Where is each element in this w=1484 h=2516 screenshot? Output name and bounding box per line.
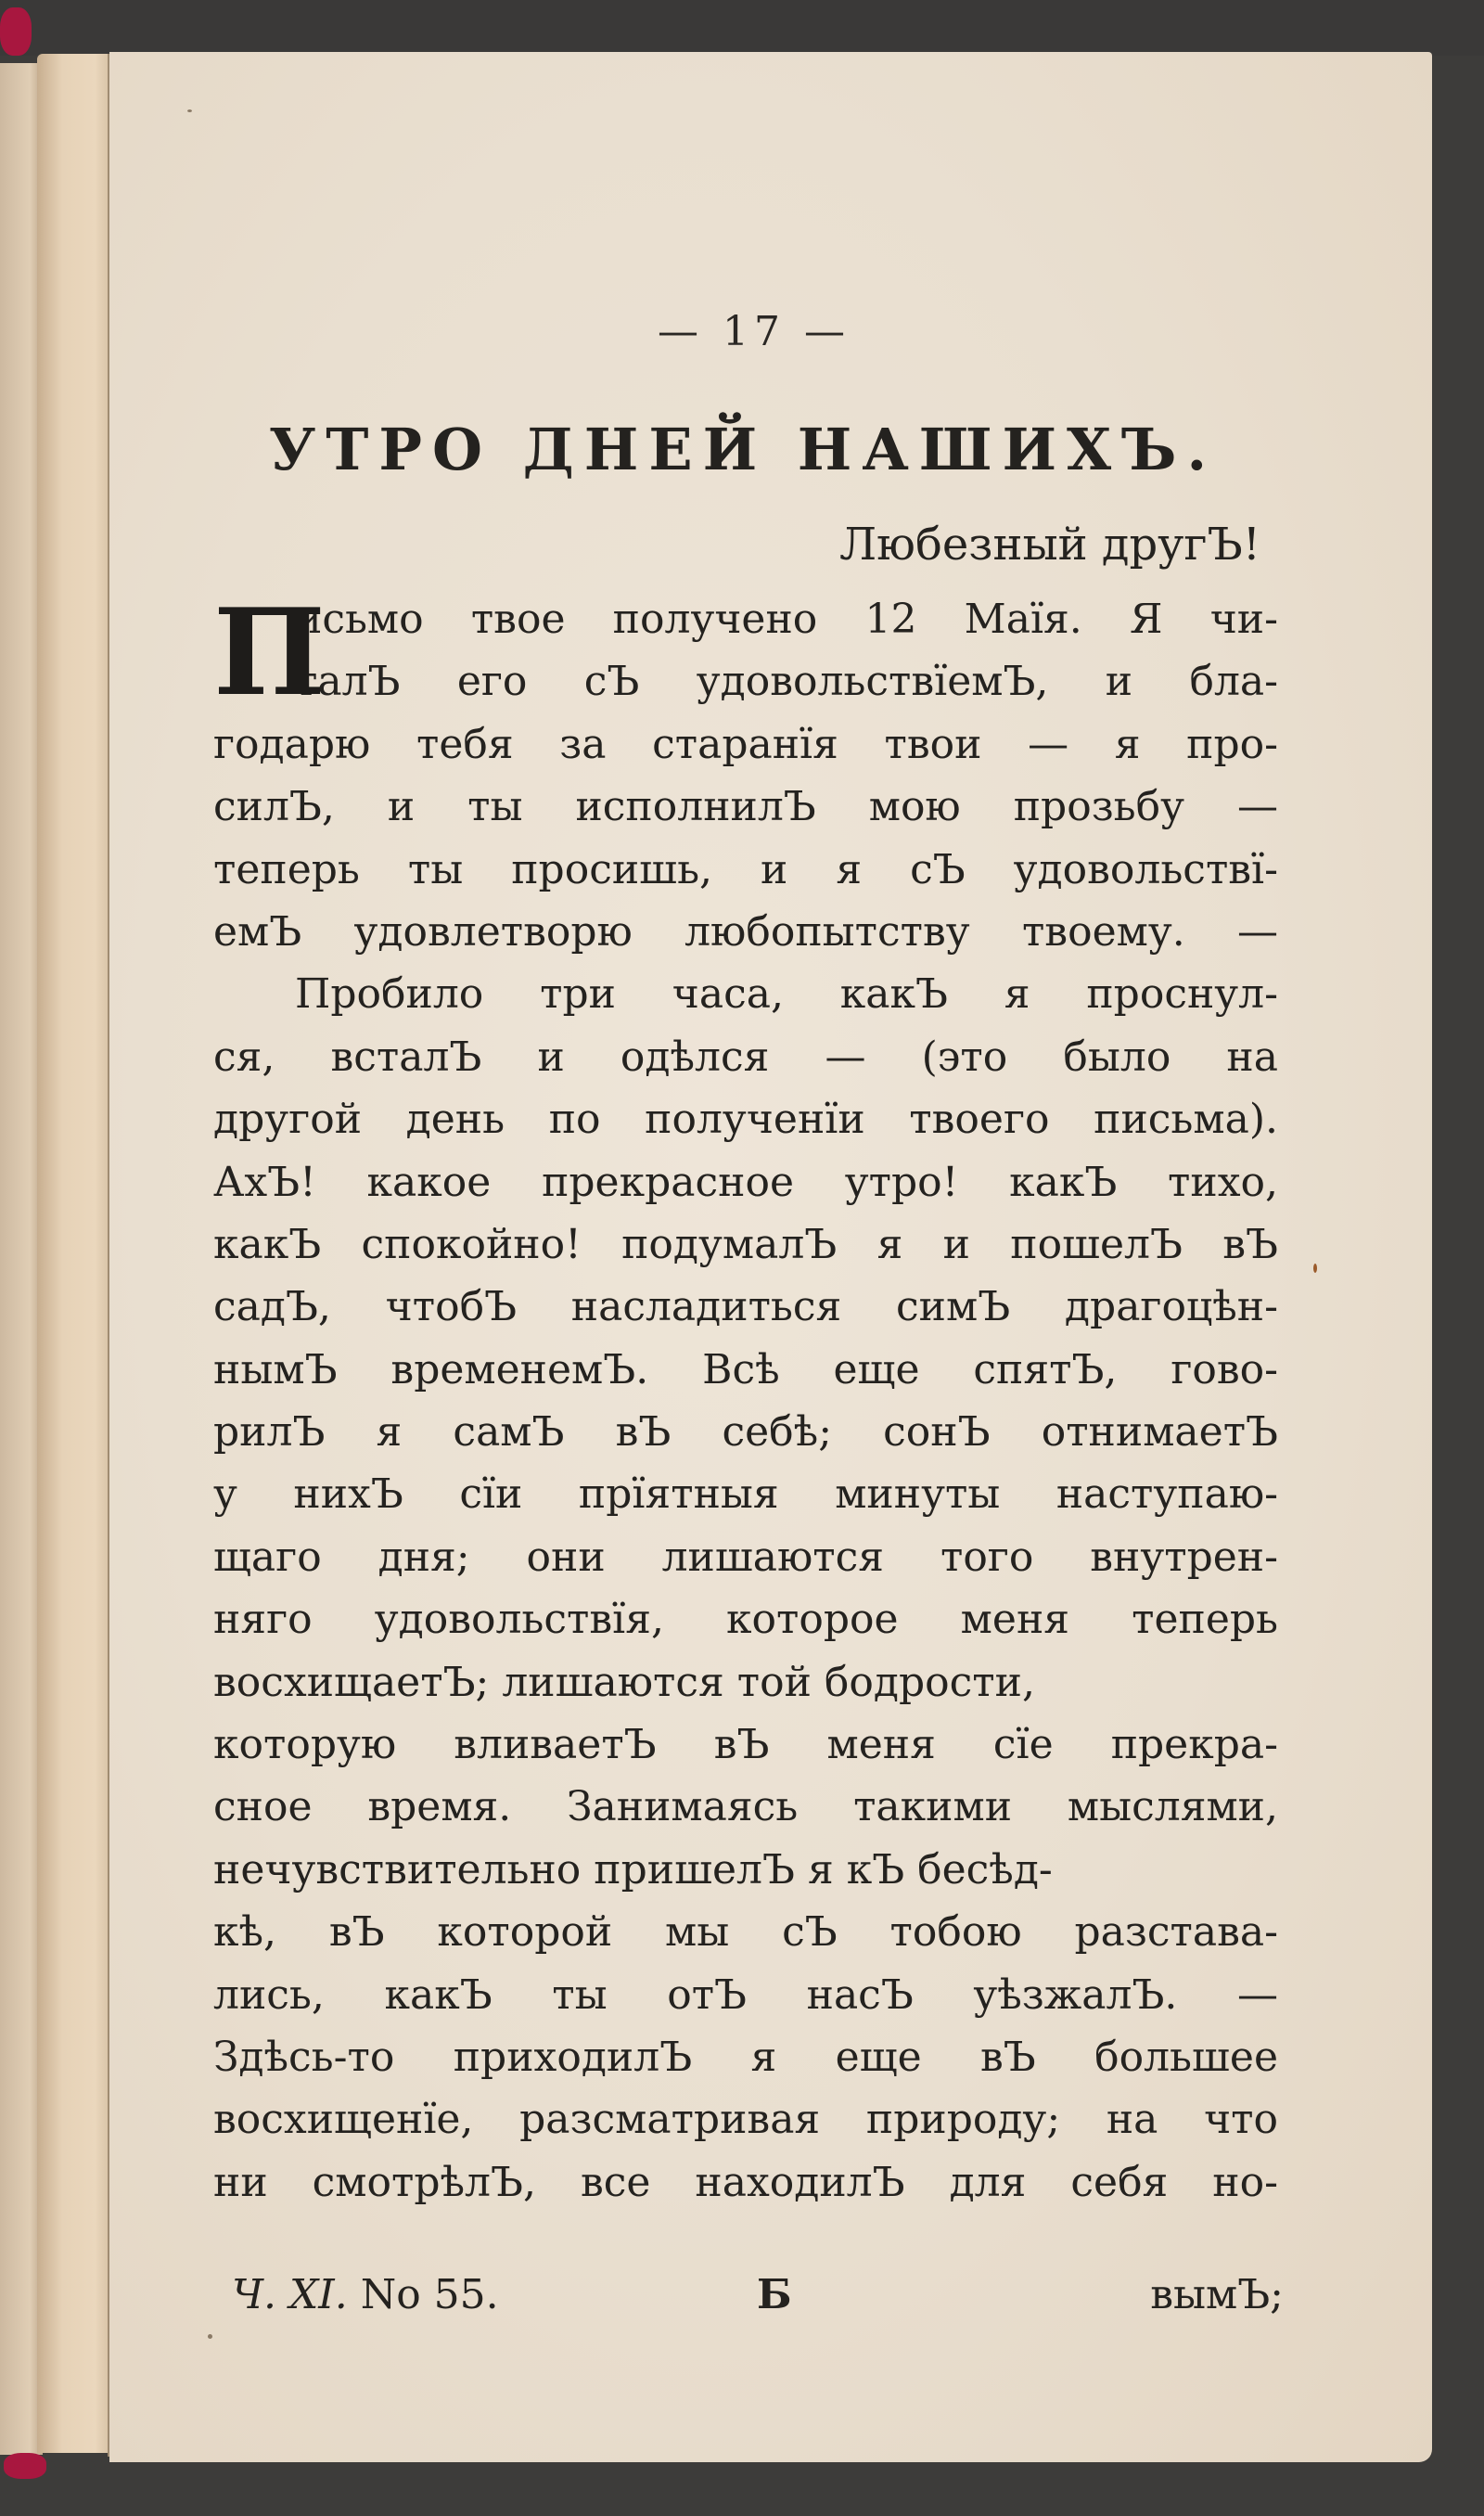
text-line: АхЪ! какое прекрасное утро! какЪ тихо, bbox=[213, 1158, 1278, 1206]
text-line: восхищаетЪ; лишаются той бодрости, bbox=[213, 1658, 1035, 1706]
text-line: кѣ, вЪ которой мы сЪ тобою разстава- bbox=[213, 1908, 1278, 1957]
bookmark-ribbon-top bbox=[0, 7, 32, 56]
text-line: щаго дня; они лишаются того внутрен- bbox=[213, 1533, 1278, 1581]
text-line: годарю тебя за старанїя твои — я про- bbox=[213, 720, 1278, 768]
text-line: лись, какЪ ты отЪ насЪ уѣзжалЪ. — bbox=[213, 1970, 1278, 2019]
text-line: силЪ, и ты исполнилЪ мою прозьбу — bbox=[213, 783, 1278, 831]
text-line: исьмо твое получено 12 Маїя. Я чи- bbox=[295, 596, 1278, 643]
text-line: ся, всталЪ и одѣлся — (это было на bbox=[213, 1033, 1278, 1081]
text-line: емЪ удовлетворю любопытству твоему. — bbox=[213, 907, 1278, 956]
chapter-title: УТРО ДНЕЙ НАШИХЪ. bbox=[268, 416, 1218, 483]
drop-cap: П bbox=[213, 584, 326, 723]
signature-part: Ч. XI. No 55. bbox=[232, 2271, 499, 2318]
text-line: теперь ты просишь, и я сЪ удовольствї- bbox=[213, 845, 1278, 893]
text-line: сное время. Занимаясь такими мыслями, bbox=[213, 1783, 1278, 1831]
text-line: садЪ, чтобЪ насладиться симЪ драгоцѣн- bbox=[213, 1283, 1278, 1331]
text-line: нымЪ временемЪ. Всѣ еще спятЪ, гово- bbox=[213, 1345, 1278, 1393]
letter-salutation: Любезный другЪ! bbox=[839, 519, 1260, 571]
text-line: рилЪ я самЪ вЪ себѣ; сонЪ отнимаетЪ bbox=[213, 1408, 1278, 1457]
paper-speck bbox=[187, 109, 192, 112]
paper-speck bbox=[208, 2334, 212, 2339]
text-line: какЪ спокойно! подумалЪ я и пошелЪ вЪ bbox=[213, 1220, 1278, 1268]
text-line: талЪ его сЪ удовольствїемЪ, и бла- bbox=[295, 658, 1278, 706]
text-line: которую вливаетЪ вЪ меня сїе прекра- bbox=[213, 1721, 1278, 1769]
page-number: — 17 — bbox=[658, 308, 851, 355]
text-line: ни смотрѣлЪ, все находилЪ для себя но- bbox=[213, 2158, 1278, 2206]
book-spine-inner bbox=[37, 54, 109, 2453]
paper-speck bbox=[1313, 1264, 1317, 1273]
text-line: Пробило три часа, какЪ я проснул- bbox=[295, 970, 1278, 1019]
scan-backdrop bbox=[0, 0, 1484, 56]
bookmark-ribbon-bottom bbox=[4, 2453, 46, 2479]
book-page bbox=[109, 52, 1432, 2462]
text-line: у нихЪ сїи прїятныя минуты наступаю- bbox=[213, 1470, 1278, 1519]
catchword: вымЪ; bbox=[1150, 2271, 1284, 2318]
text-line: няго удовольствїя, которое меня теперь bbox=[213, 1596, 1278, 1644]
text-line: восхищенїе, разсматривая природу; на что bbox=[213, 2096, 1278, 2144]
text-line: нечувствительно пришелЪ я кЪ бесѣд- bbox=[213, 1845, 1053, 1893]
text-line: Здѣсь-то приходилЪ я еще вЪ большее bbox=[213, 2033, 1278, 2081]
body-text bbox=[213, 584, 1278, 2214]
issue-number: No 55. bbox=[360, 2271, 499, 2318]
signature-mark: Б bbox=[757, 2271, 792, 2318]
text-line: другой день по полученїи твоего письма). bbox=[213, 1096, 1278, 1144]
page-footer bbox=[232, 2271, 1284, 2327]
